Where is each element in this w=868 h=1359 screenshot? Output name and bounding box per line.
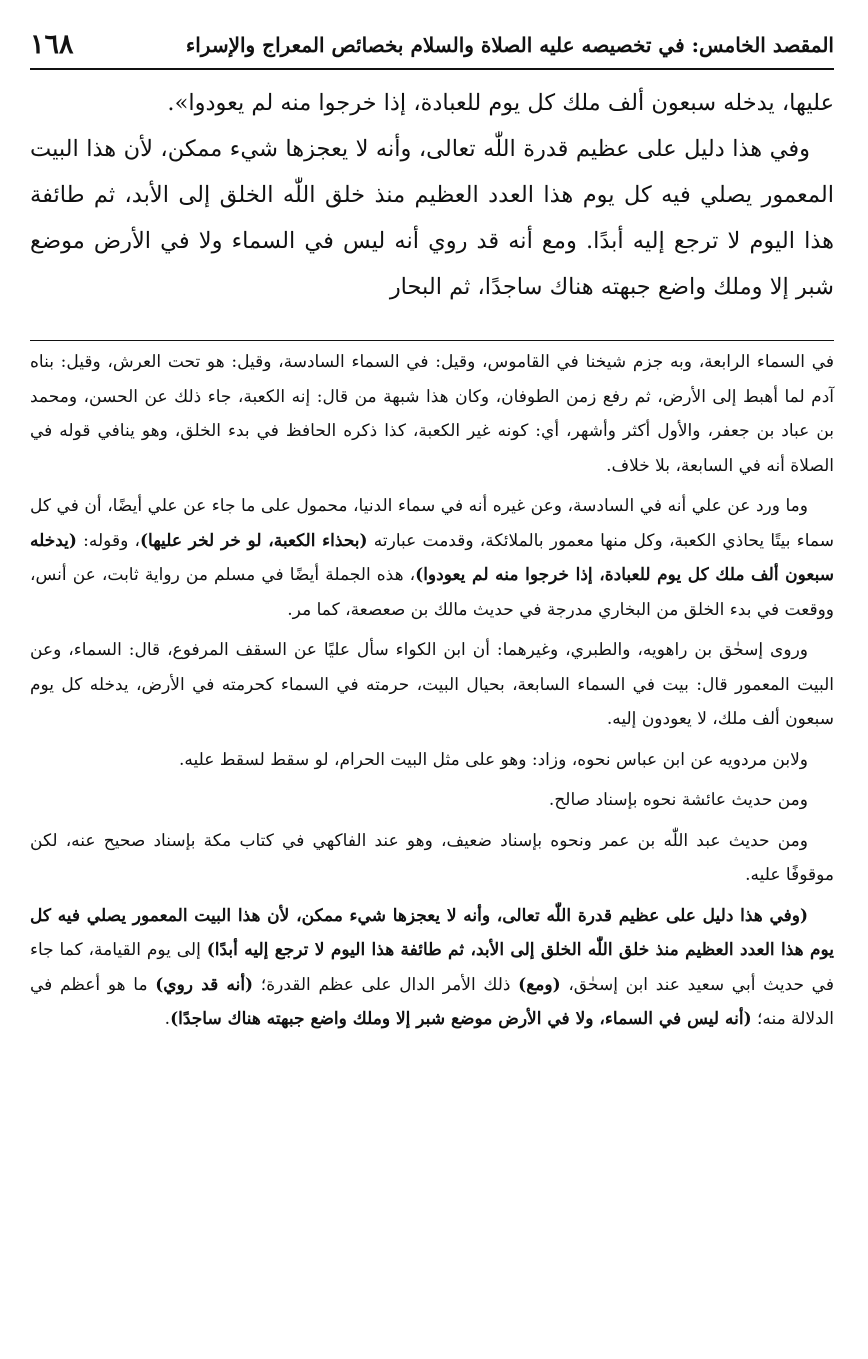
note-text: وما ورد عن علي أنه في السادسة، وعن غيره أنه في سماء الدنيا، محمول على ما جاء عن علي أيضًا، أن في كل سماء بيتًا يحاذي الكعبة، وكل منها معمور بالملائكة، وقدمت عبارته (30, 496, 834, 551)
note-text: . (164, 1009, 171, 1029)
footnote-divider (30, 340, 834, 341)
main-paragraph: وفي هذا دليل على عظيم قدرة اللّٰه تعالى، وأنه لا يعجزها شيء ممكن، لأن هذا البيت المعمور يصلي فيه كل يوم هذا العدد العظيم منذ خلق اللّٰه الخلق إلى الأبد، ثم طائفة هذا اليوم لا ترجع إليه أبدًا. ومع أنه قد روي أنه ليس في السماء ولا في الأرض موضع شبر إلا وملك واضع جبهته هناك ساجدًا، ثم البحار (30, 136, 834, 300)
note-paragraph: وروى إسحٰق بن راهويه، والطبري، وغيرهما: أن ابن الكواء سأل عليًا عن السقف المرفوع، قال: السماء، وعن البيت المعمور قال: بيت في السماء السابعة، بحيال البيت، حرمته في السماء كحرمته في الأرض، يدخله كل يوم سبعون ألف ملك، لا يعودون إليه. (30, 640, 834, 729)
note-text: ، وقوله: (76, 530, 140, 551)
note-paragraph: ولابن مردويه عن ابن عباس نحوه، وزاد: وهو على مثل البيت الحرام، لو سقط لسقط عليه. (178, 749, 808, 770)
page-header (30, 0, 834, 70)
quoted-text: (بحذاء الكعبة، لو خر لخر عليها) (140, 530, 368, 551)
note-paragraph (30, 899, 834, 1037)
note-paragraph: ومن حديث عائشة نحوه بإسناد صالح. (548, 790, 808, 810)
running-title: المقصد الخامس: في تخصيصه عليه الصلاة والسلام بخصائص المعراج والإسراء (185, 33, 834, 57)
quoted-text: (يدخله سبعون ألف ملك كل يوم للعبادة، إذا خرجوا منه لم يعودوا) (30, 530, 834, 585)
quoted-text: (وفي هذا دليل على عظيم قدرة اللّٰه تعالى، وأنه لا يعجزها شيء ممكن، لأن هذا البيت المعمور يصلي فيه كل يوم هذا العدد العظيم منذ خلق اللّٰه الخلق إلى الأبد، ثم طائفة هذا اليوم لا ترجع إليه أبدًا) (30, 905, 834, 960)
quoted-text: (أنه ليس في السماء، ولا في الأرض موضع شبر إلا وملك واضع جبهته هناك ساجدًا) (170, 1009, 752, 1029)
note-text: ، هذه الجملة أيضًا في مسلم من رواية ثابت، عن أنس، ووقعت في بدء الخلق من البخاري مدرجة في حديث مالك بن صعصعة، كما مر. (30, 565, 834, 620)
note-text: ما هو أعظم في الدلالة منه؛ (30, 974, 834, 1029)
main-paragraph: عليها، يدخله سبعون ألف ملك كل يوم للعبادة، إذا خرجوا منه لم يعودوا». (167, 90, 834, 116)
note-text: إلى يوم القيامة، كما جاء في حديث أبي سعيد عند ابن إسحٰق، (30, 940, 834, 995)
quoted-text: (ومع) (518, 974, 561, 995)
note-paragraph: ومن حديث عبد اللّٰه بن عمر ونحوه بإسناد ضعيف، وهو عند الفاكهي في كتاب مكة بإسناد صحيح عنه، لكن موقوفًا عليه. (30, 830, 834, 885)
note-text: ذلك الأمر الدال على عظم القدرة؛ (253, 974, 519, 995)
page-number: ١٦٨ (30, 29, 74, 60)
main-text (30, 80, 834, 310)
note-paragraph: في السماء الرابعة، وبه جزم شيخنا في القاموس، وقيل: في السماء السادسة، وقيل: هو تحت العرش، وقيل: بناه آدم لما أهبط إلى الأرض، ثم رفع زمن الطوفان، وكان هذا شبهة من قال: إنه الكعبة، جاء ذلك عن الحسن، ومحمد بن عباد بن جعفر، والأول أكثر وأشهر، أي: كونه غير الكعبة، كذا ذكره الحافظ في بدء الخلق، وهو ينافي قوله في الصلاة أنه في السابعة، بلا خلاف. (30, 352, 834, 476)
commentary-notes (30, 345, 834, 1037)
quoted-text: (أنه قد روي) (155, 974, 254, 995)
note-paragraph (30, 489, 834, 627)
